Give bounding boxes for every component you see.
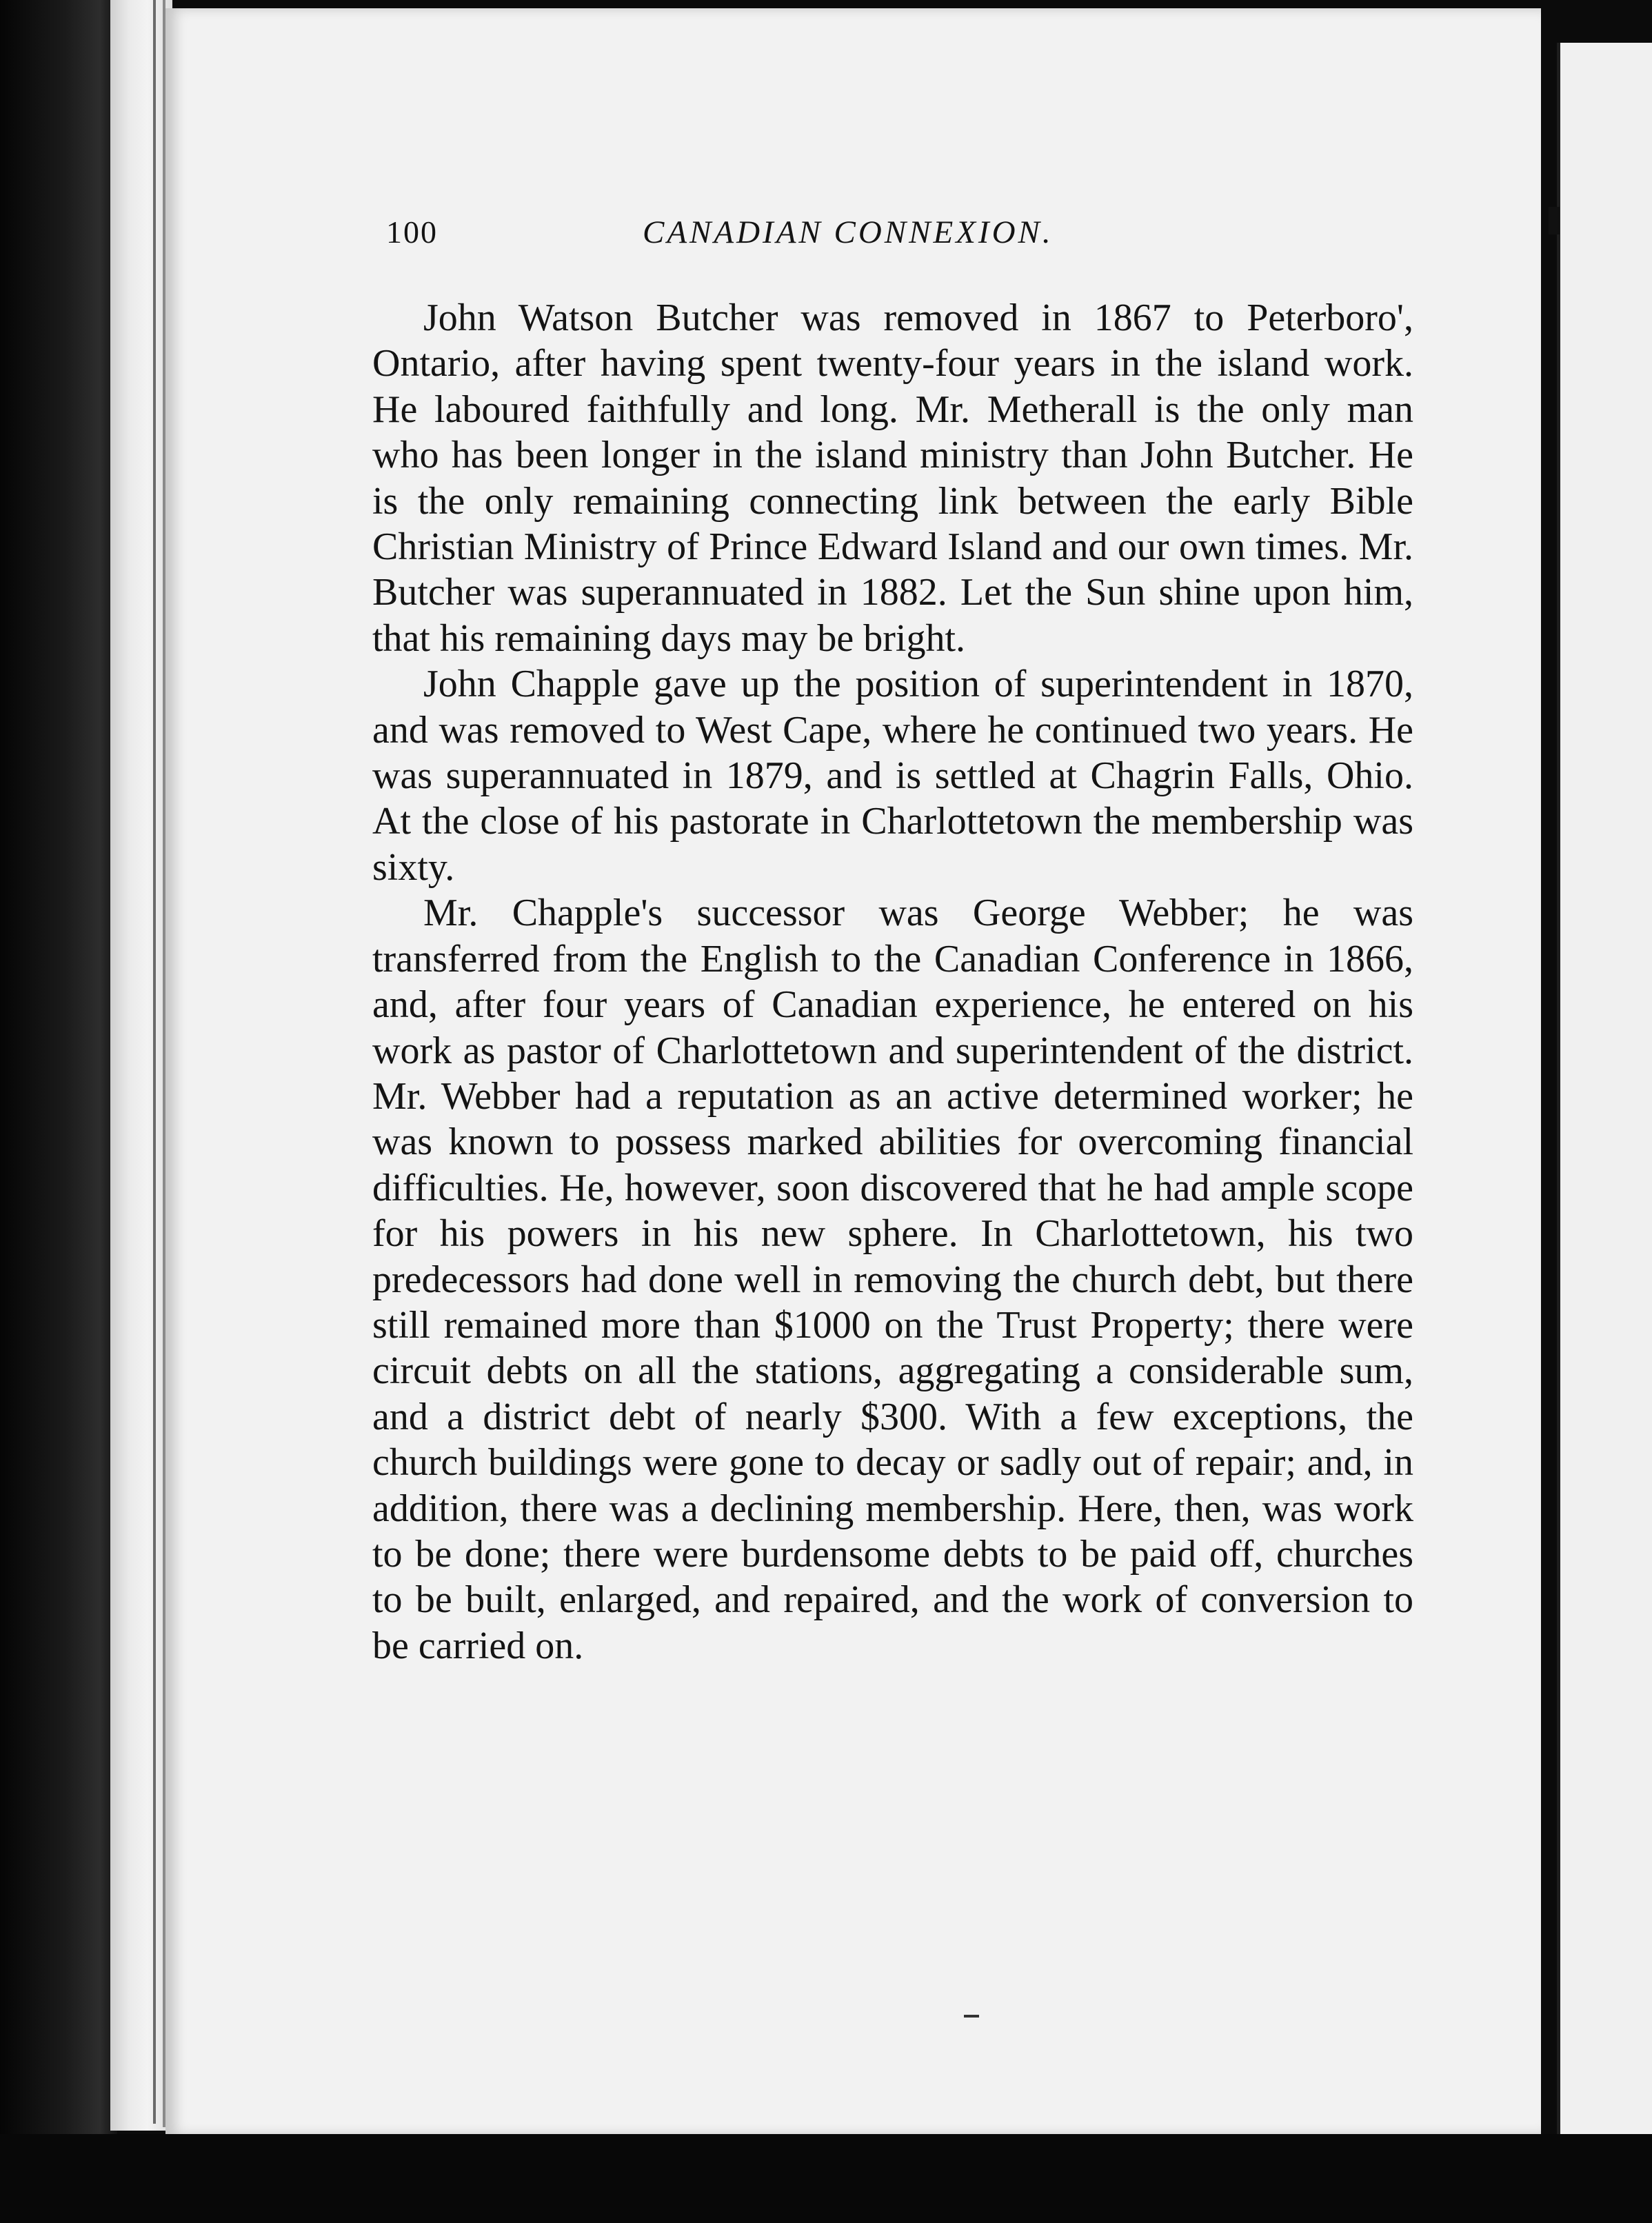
page-number: 100 — [386, 214, 438, 250]
running-head: CANADIAN CONNEXION. — [643, 214, 1054, 250]
page-notch — [1549, 207, 1560, 234]
body-text — [372, 295, 1413, 1669]
paragraph: John Watson Butcher was removed in 1867 to Peterboro', Ontario, after having spent twenty-four years in the island work. He laboured faithfully and long. Mr. Metherall is the only man who has been longer in the island ministry than John Butcher. He is the only remaining connecting link between the early Bible Christian Ministry of Prince Edward Island and our own times. Mr. Butcher was superannuated in 1882. Let the Sun shine upon him, that his remaining days may be bright. — [372, 296, 1413, 660]
page-mark — [964, 2015, 979, 2018]
paragraph: John Chapple gave up the position of superintendent in 1870, and was removed to West Cape, where he continued two years. He was superannuated in 1879, and is settled at Chagrin Falls, Ohio. At the close of his pastorate in Charlottetown the membership was sixty. — [372, 663, 1413, 889]
binding-shadow — [0, 0, 117, 2223]
scan-bottom-border — [0, 2134, 1652, 2223]
page-header — [386, 214, 1176, 255]
page-edge-line — [153, 0, 156, 2124]
paragraph: Mr. Chapple's successor was George Webber; he was transferred from the English to the Canadian Conference in 1866, and, after four years of Canadian experience, he entered on his work as pastor of Charlottetown and superintendent of the district. Mr. Webber had a reputation as an active determined worker; he was known to possess marked abilities for overcoming financial difficulties. He, however, soon discovered that he had ample scope for his powers in his new sphere. In Charlottetown, his two predecessors had done well in removing the church debt, but there still remained more than $1000 on the Trust Property; there were circuit debts on all the stations, aggregating a considerable sum, and a district debt of nearly $300. With a few exceptions, the church buildings were gone to decay or sadly out of repair; and, in addition, there was a declining membership. Here, then, was work to be done; there were burdensome debts to be paid off, churches to be built, enlarged, and repaired, and the work of conversion to be carried on. — [372, 892, 1413, 1667]
facing-page-edge — [1557, 43, 1652, 2139]
